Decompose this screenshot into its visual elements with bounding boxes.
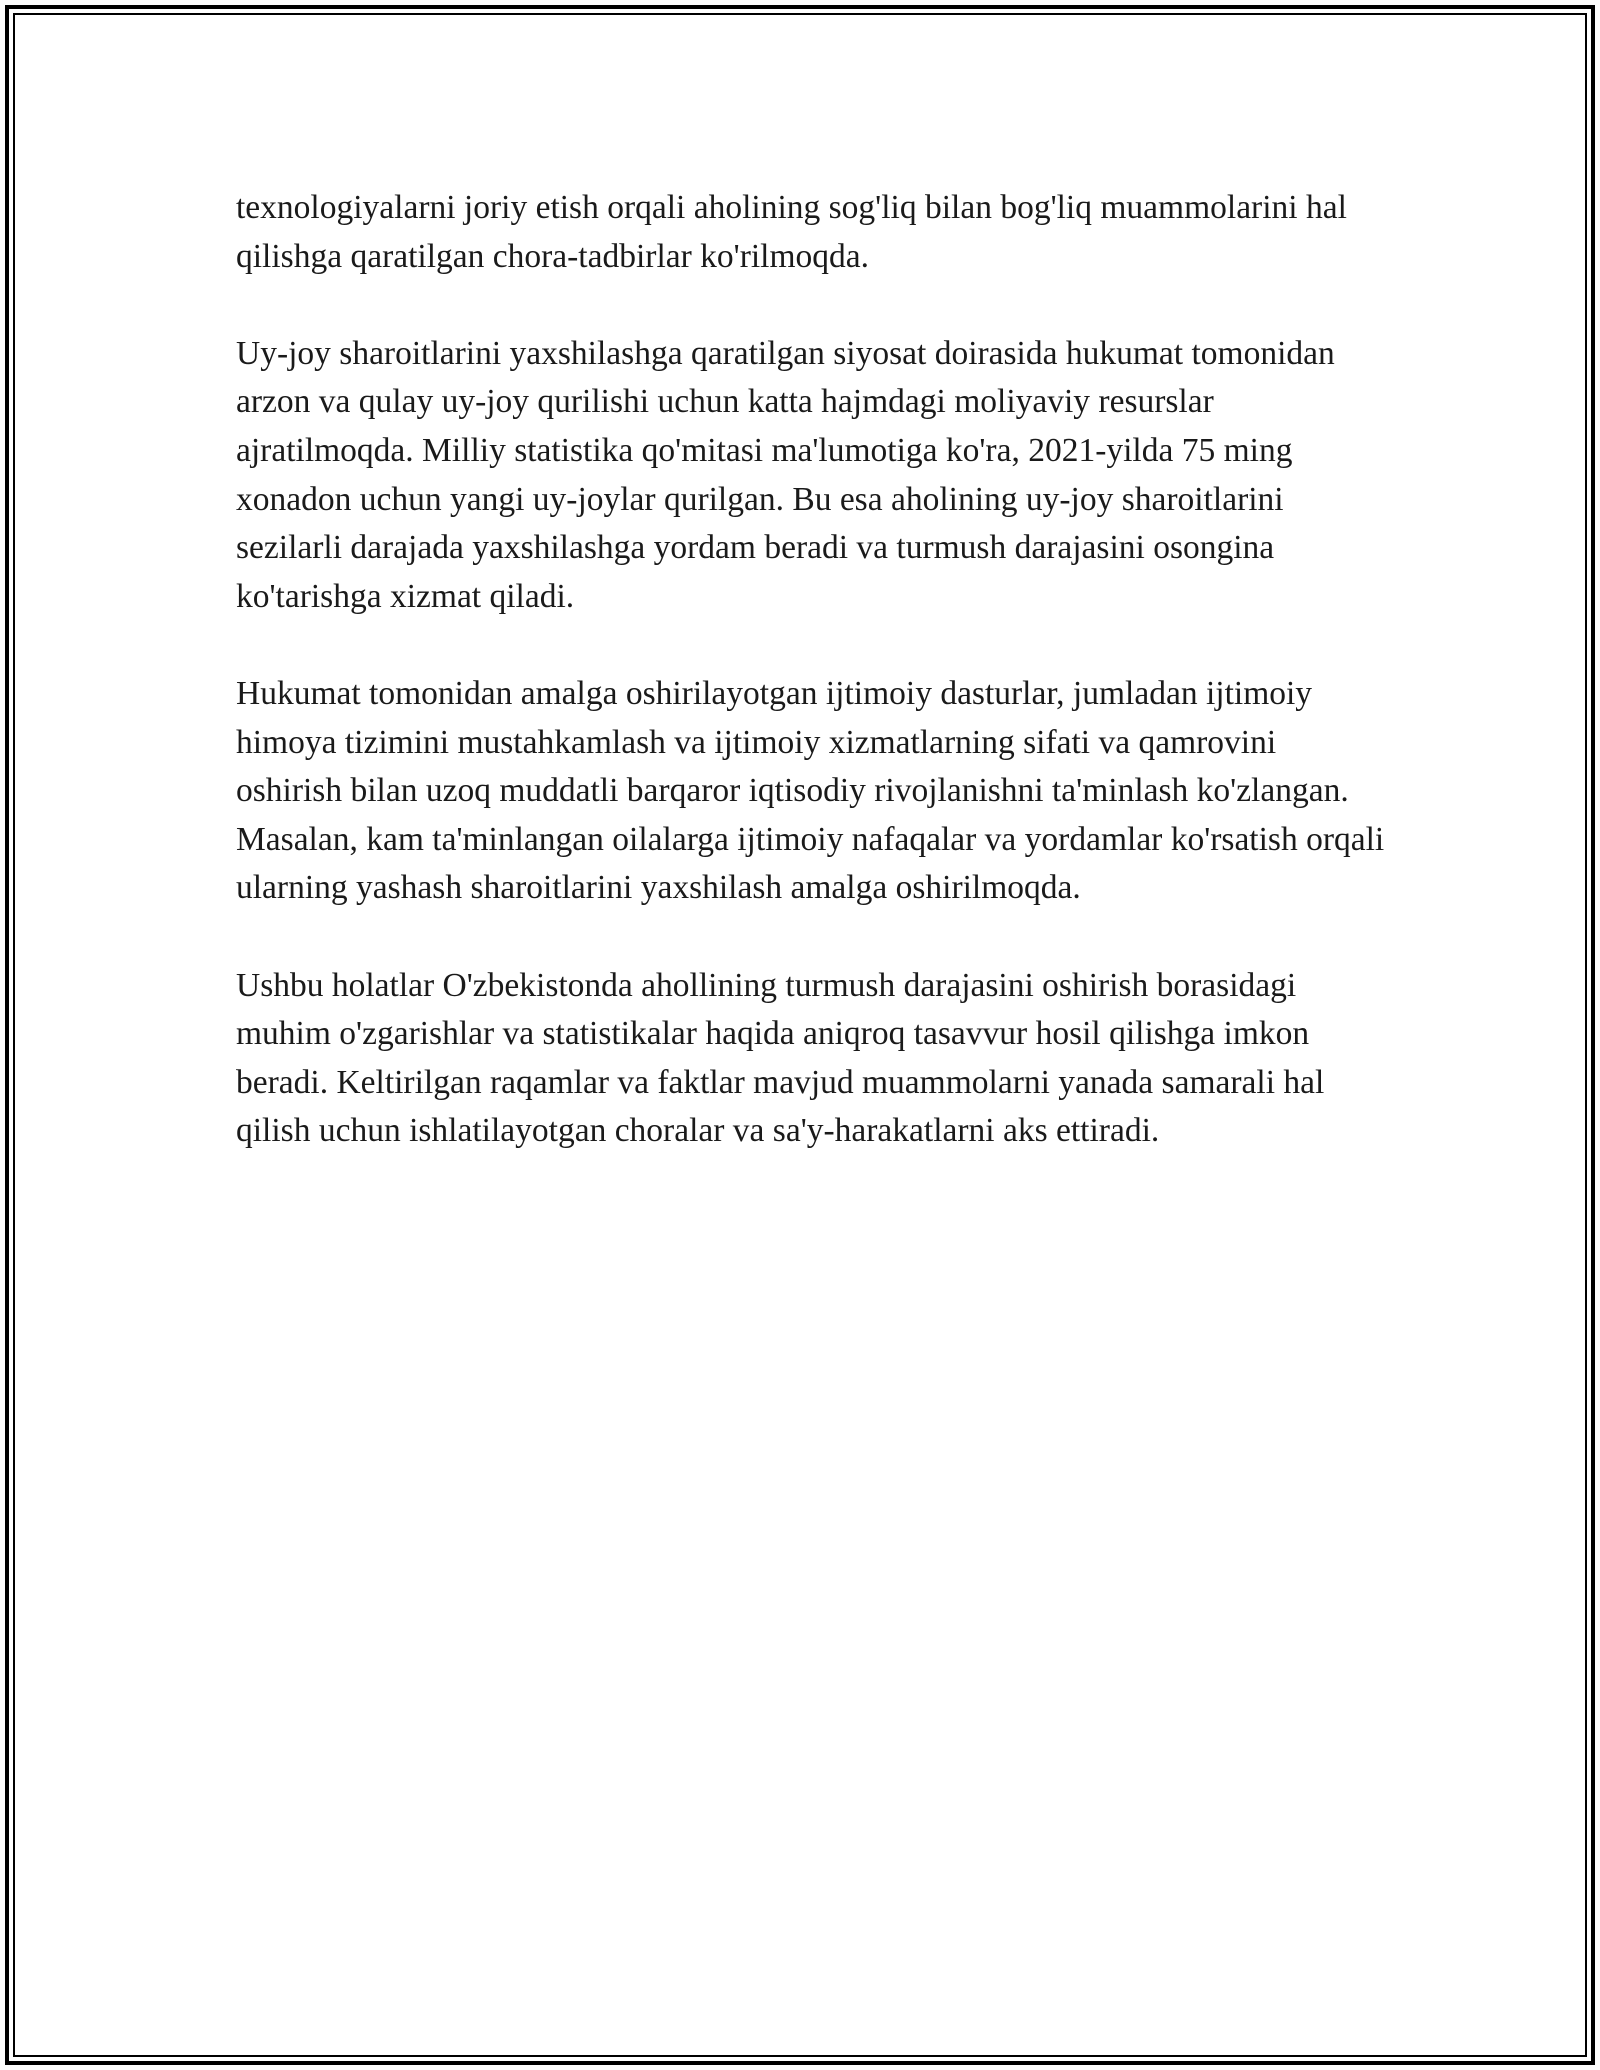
paragraph-social-programs: Hukumat tomonidan amalga oshirilayotgan ijtimoiy dasturlar, jumladan ijtimoiy himoya tizimini mustahkamlash va ijtimoiy xizmatlarning sifati va qamrovini oshirish bilan uzoq muddatli barqaror iqtisodiy rivojlanishni ta'minlash ko'zlangan. Masalan, kam ta'minlangan oilalarga ijtimoiy nafaqalar va yordamlar ko'rsatish orqali ularning yashash sharoitlarini yaxshilash amalga oshirilmoqda.	[236, 674, 1385, 907]
document-body	[236, 184, 1386, 1204]
paragraph-health-measures: texnologiyalarni joriy etish orqali aholining sog'liq bilan bog'liq muammolarini hal qilishga qaratilgan chora-tadbirlar ko'rilmoqda.	[236, 189, 1347, 275]
paragraph-conclusion: Ushbu holatlar O'zbekistonda ahollining turmush darajasini oshirish borasidagi muhim o'zgarishlar va statistikalar haqida aniqroq tasavvur hosil qilishga imkon beradi. Keltirilgan raqamlar va faktlar mavjud muammolarni yanada samarali hal qilish uchun ishlatilayotgan choralar va sa'y-harakatlarni aks ettiradi.	[236, 966, 1325, 1150]
paragraph-housing-policy: Uy-joy sharoitlarini yaxshilashga qaratilgan siyosat doirasida hukumat tomonidan arzon va qulay uy-joy qurilishi uchun katta hajmdagi moliyaviy resurslar ajratilmoqda. Milliy statistika qo'mitasi ma'lumotiga ko'ra, 2021-yilda 75 ming xonadon uchun yangi uy-joylar qurilgan. Bu esa aholining uy-joy sharoitlarini sezilarli darajada yaxshilashga yordam beradi va turmush darajasini osongina ko'tarishga xizmat qiladi.	[236, 334, 1335, 615]
